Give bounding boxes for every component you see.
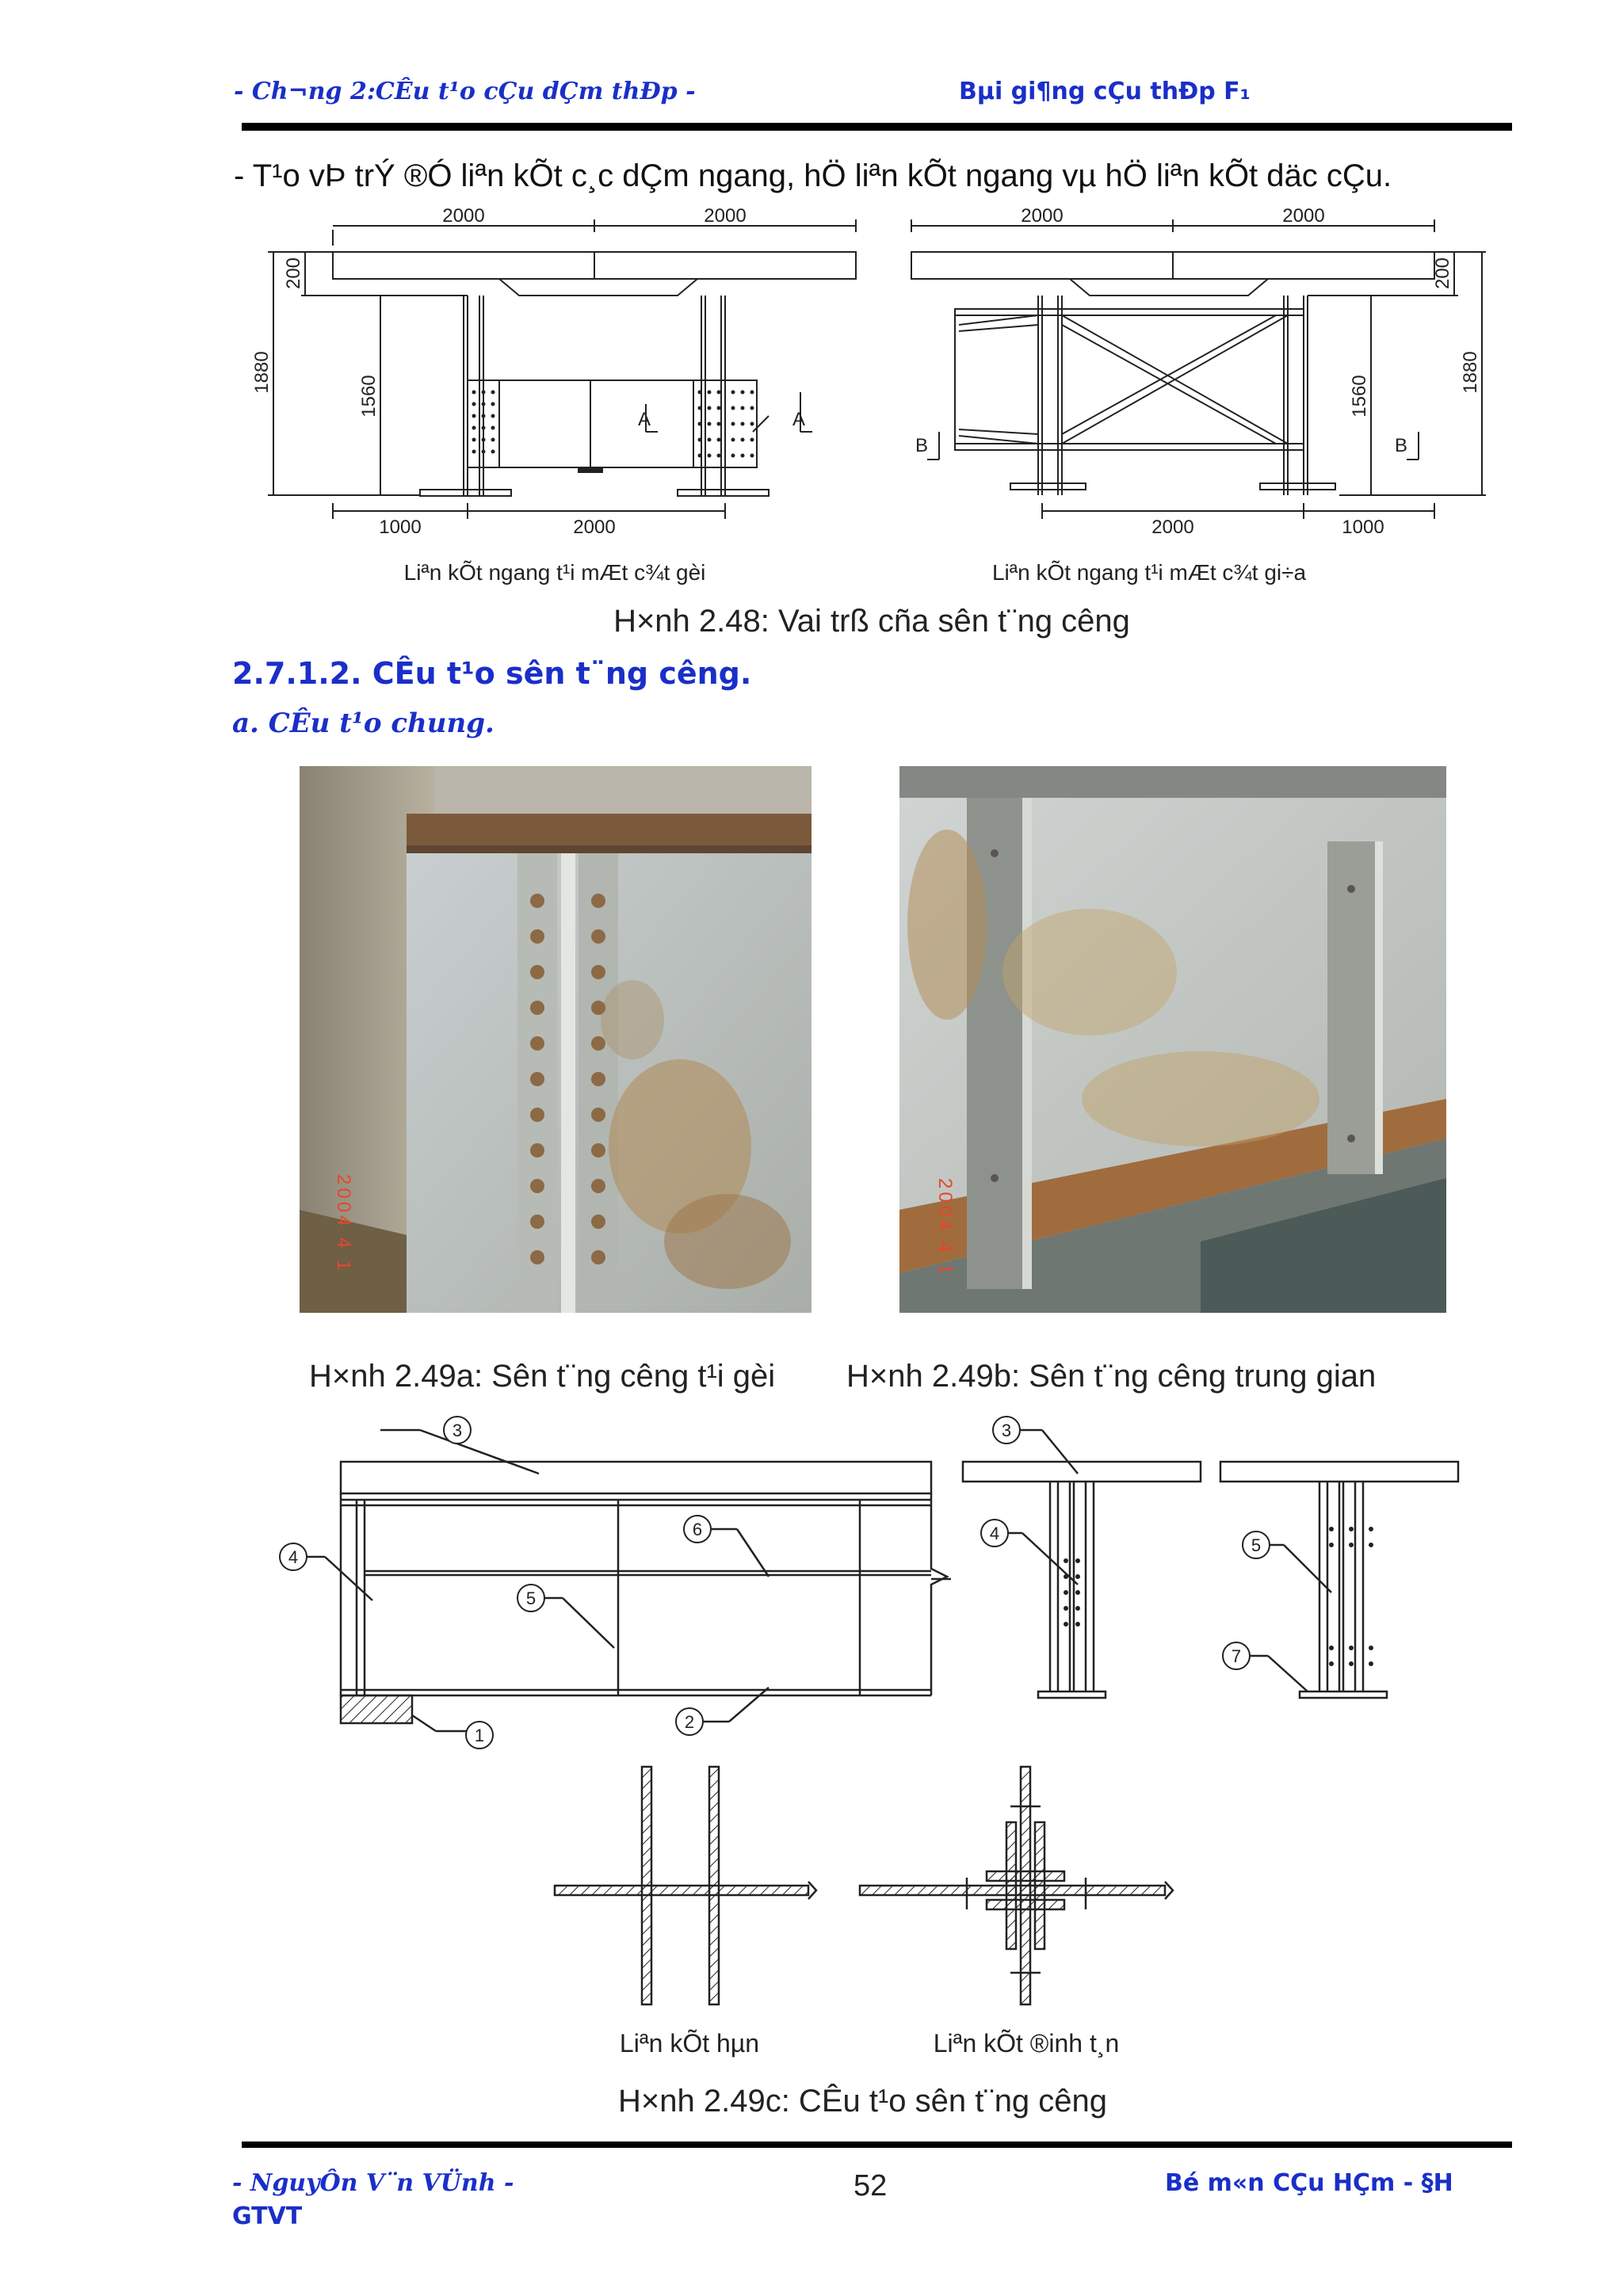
subsection-title: a. CÊu t¹o chung.: [232, 707, 495, 739]
callout-5: 5: [525, 1589, 537, 1608]
page-number: 52: [854, 2169, 888, 2203]
dim-1560-left: 1560: [358, 375, 380, 418]
dim-200-right: 200: [1432, 257, 1453, 290]
dim-bottom-1000-left: 1000: [379, 517, 422, 538]
dim-top-right-2: 2000: [1282, 205, 1325, 227]
dim-1880-right: 1880: [1460, 351, 1481, 394]
dim-1560-right: 1560: [1349, 375, 1370, 418]
callout-7: 7: [1231, 1646, 1242, 1666]
callout-5-section: 5: [1251, 1535, 1262, 1555]
callout-3-section: 3: [1001, 1421, 1012, 1440]
figure-2-49c-caption: H×nh 2.49c: CÊu t¹o sên t¨ng cêng: [618, 2084, 1108, 2119]
figure-2-49c: [269, 1410, 1490, 2076]
dim-bottom-1000-right: 1000: [1342, 517, 1384, 538]
section-title: 2.7.1.2. CÊu t¹o sên t¨ng cêng.: [232, 656, 752, 691]
section-a-right: A: [792, 409, 806, 430]
label-welded-connection: Liªn kÕt hµn: [619, 2029, 760, 2058]
dim-top-left-2: 2000: [704, 205, 747, 227]
footer-author: - NguyÔn V¨n VÜnh -: [232, 2169, 514, 2197]
section-b-left: B: [915, 435, 929, 456]
callout-4-section: 4: [989, 1524, 1000, 1543]
callout-1: 1: [474, 1726, 485, 1745]
intro-line: - T¹o vÞ trÝ ®Ó liªn kÕt c¸c dÇm ngang, hÖ liªn kÕt ngang vµ hÖ liªn kÕt däc cÇu.: [234, 158, 1392, 193]
footer-rule: [242, 2142, 1512, 2148]
photo-bearing-stiffener: [300, 766, 812, 1313]
label-crossbeam-mid: Liªn kÕt ngang t¹i mÆt c¾t gi÷a: [991, 560, 1307, 585]
photo-b-caption: H×nh 2.49b: Sên t¨ng cêng trung gian: [846, 1359, 1377, 1394]
footer-department: Bé m«n CÇu HÇm - §H: [1165, 2169, 1453, 2197]
dim-200-left: 200: [283, 257, 304, 290]
label-crossbeam-support: Liªn kÕt ngang t¹i mÆt c¾t gèi: [403, 560, 706, 585]
callout-6: 6: [692, 1520, 703, 1539]
header-left: - Ch¬ng 2:CÊu t¹o cÇu dÇm thÐp -: [234, 78, 696, 105]
header-right: Bµi gi¶ng cÇu thÐp F₁: [959, 78, 1251, 105]
dim-top-left-1: 2000: [442, 205, 485, 227]
photo-a-caption: H×nh 2.49a: Sên t¨ng cêng t¹i gèi: [309, 1359, 776, 1394]
header-rule: [242, 123, 1512, 131]
callout-2: 2: [684, 1712, 695, 1732]
figure-2-48: [230, 202, 1529, 598]
label-riveted-connection: Liªn kÕt ®inh t¸n: [933, 2029, 1120, 2058]
callout-3: 3: [452, 1421, 463, 1440]
section-b-right: B: [1394, 435, 1408, 456]
photo-b-date-stamp: 2004 4 1: [934, 1178, 956, 1278]
photo-intermediate-stiffener: [899, 766, 1446, 1313]
photo-a-date-stamp: 2004 4 1: [333, 1174, 354, 1274]
figure-2-48-caption: H×nh 2.48: Vai trß cña sên t¨ng cêng: [613, 604, 1130, 639]
dim-bottom-2000-left: 2000: [573, 517, 616, 538]
dim-top-right-1: 2000: [1021, 205, 1064, 227]
callout-4: 4: [288, 1547, 299, 1567]
footer-author-org: GTVT: [232, 2203, 303, 2230]
section-a-left: A: [637, 409, 651, 430]
dim-bottom-2000-right: 2000: [1151, 517, 1194, 538]
dim-1880-left: 1880: [251, 351, 273, 394]
